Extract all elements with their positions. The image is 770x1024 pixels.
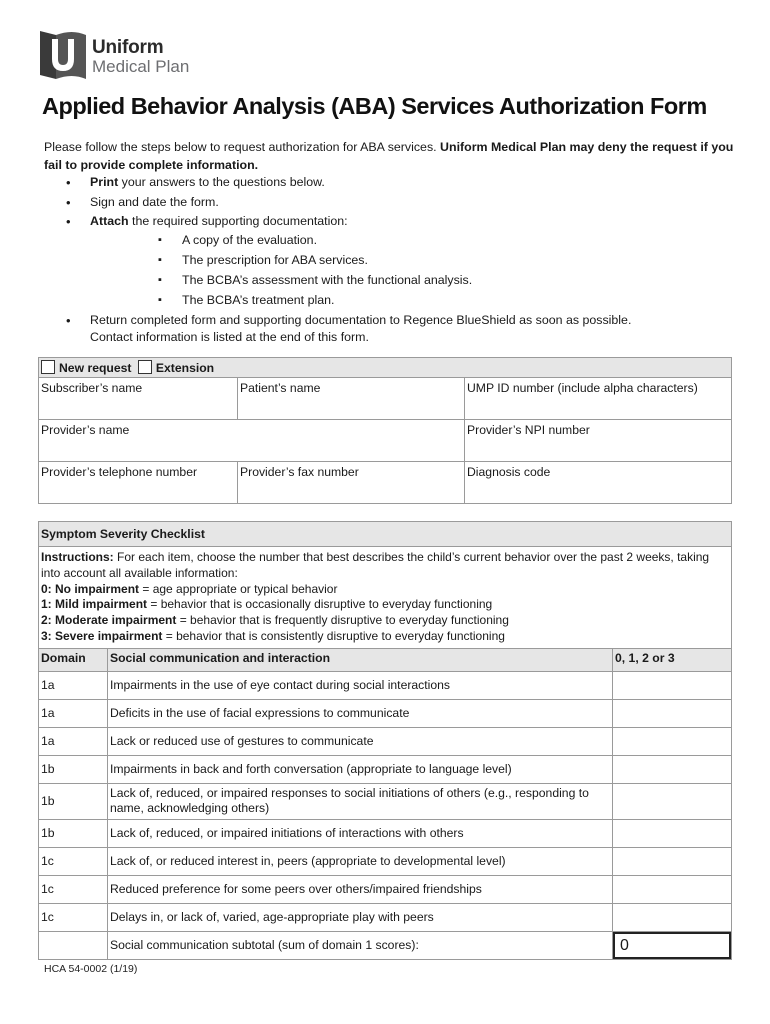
request-info-table xyxy=(38,357,732,504)
subscriber-name-field[interactable]: Subscriber’s name xyxy=(39,378,238,420)
score-input[interactable] xyxy=(613,699,732,727)
symptom-checklist-table xyxy=(38,521,732,960)
intro-text: Please follow the steps below to request authorization for ABA services. xyxy=(44,140,437,154)
score-input[interactable] xyxy=(613,671,732,699)
checklist-title: Symptom Severity Checklist xyxy=(39,522,732,547)
score-column-header: 0, 1, 2 or 3 xyxy=(613,648,732,671)
table-row: 1a Deficits in the use of facial expressions to communicate xyxy=(39,699,732,727)
logo-line2: Medical Plan xyxy=(92,57,190,76)
sub-list-item: ▪ The BCBA’s assessment with the functional analysis. xyxy=(90,272,734,290)
patient-name-field[interactable]: Patient’s name xyxy=(238,378,465,420)
table-row: 1c Delays in, or lack of, varied, age-appropriate play with peers xyxy=(39,903,732,931)
score-input[interactable] xyxy=(613,783,732,819)
instruction-list xyxy=(44,174,734,347)
score-input[interactable] xyxy=(613,819,732,847)
score-input[interactable] xyxy=(613,875,732,903)
table-row: 1c Lack of, or reduced interest in, peers (appropriate to developmental level) xyxy=(39,847,732,875)
extension-checkbox[interactable] xyxy=(138,360,152,374)
documentation-sublist xyxy=(90,232,734,309)
list-item: • Attach the required supporting documentation: ▪ A copy of the evaluation. ▪ The prescription for ABA services. ▪ The BCBA’s assessment with the functional analysis. ▪ The BCBA’s treatment plan. xyxy=(44,213,734,309)
form-code: HCA 54-0002 (1/19) xyxy=(44,963,138,975)
intro-warning: Uniform Medical Plan may deny the request if you fail to provide complete information. xyxy=(44,140,734,172)
provider-phone-field[interactable]: Provider’s telephone number xyxy=(39,462,238,504)
score-input[interactable] xyxy=(613,727,732,755)
subtotal-label: Social communication subtotal (sum of domain 1 scores): xyxy=(107,931,612,959)
provider-fax-field[interactable]: Provider’s fax number xyxy=(238,462,465,504)
provider-name-field[interactable]: Provider’s name xyxy=(39,420,465,462)
table-row: 1b Impairments in back and forth conversation (appropriate to language level) xyxy=(39,755,732,783)
section-column-header: Social communication and interaction xyxy=(107,648,612,671)
table-row: 1a Lack or reduced use of gestures to communicate xyxy=(39,727,732,755)
provider-npi-field[interactable]: Provider’s NPI number xyxy=(465,420,732,462)
logo-wordmark xyxy=(92,38,189,75)
list-item: • Return completed form and supporting documentation to Regence BlueShield as soon as possible. Contact information is listed at the end of this form. xyxy=(44,312,650,347)
sub-list-item: ▪ The prescription for ABA services. xyxy=(90,252,734,270)
extension-label: Extension xyxy=(155,361,215,375)
table-row: 1b Lack of, reduced, or impaired initiations of interactions with others xyxy=(39,819,732,847)
table-row: 1c Reduced preference for some peers over others/impaired friendships xyxy=(39,875,732,903)
score-input[interactable] xyxy=(613,847,732,875)
list-item: • Sign and date the form. xyxy=(44,194,734,212)
intro-paragraph xyxy=(44,139,734,174)
uniform-logo-icon xyxy=(38,29,88,88)
score-input[interactable] xyxy=(613,903,732,931)
ump-id-field[interactable]: UMP ID number (include alpha characters) xyxy=(465,378,732,420)
intro-section xyxy=(44,139,734,349)
subtotal-row xyxy=(39,931,732,959)
table-row: 1a Impairments in the use of eye contact during social interactions xyxy=(39,671,732,699)
sub-list-item: ▪ A copy of the evaluation. xyxy=(90,232,734,250)
score-input[interactable] xyxy=(613,755,732,783)
list-item: • Print your answers to the questions below. xyxy=(44,174,734,192)
diagnosis-code-field[interactable]: Diagnosis code xyxy=(465,462,732,504)
subtotal-field[interactable]: 0 xyxy=(613,932,731,959)
domain-column-header: Domain xyxy=(39,648,108,671)
new-request-checkbox[interactable] xyxy=(41,360,55,374)
sub-list-item: ▪ The BCBA’s treatment plan. xyxy=(90,292,734,310)
new-request-label: New request xyxy=(59,361,132,375)
request-type-row xyxy=(39,358,732,378)
form-title: Applied Behavior Analysis (ABA) Services Authorization Form xyxy=(42,93,707,119)
logo-line1: Uniform xyxy=(92,37,164,58)
checklist-instructions: Instructions: For each item, choose the number that best describes the child’s current behavior over the past 2 weeks, taking into account all available information: 0: No impairment = age appropriate or typical behavior 1: Mild impairment = behavior that is occasionally disruptive to everyday functioning 2: Moderate impairment = behavior that is frequently disruptive to everyday functioning 3: Severe impairment = behavior that is consistently disruptive to everyday functioning xyxy=(39,547,732,649)
table-row: 1b Lack of, reduced, or impaired responses to social initiations of others (e.g., responding to name, acknowledging others) xyxy=(39,783,732,819)
